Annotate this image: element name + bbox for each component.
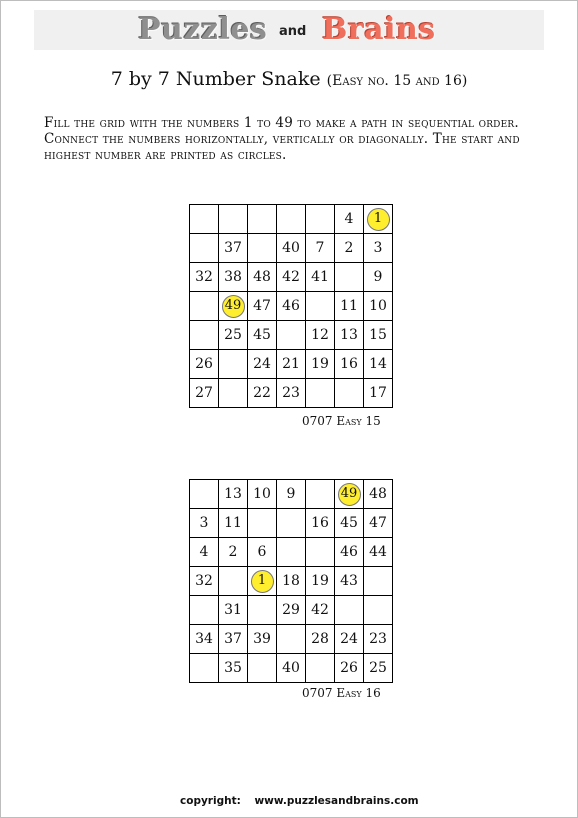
grid-cell[interactable]: [335, 596, 364, 625]
grid-cell[interactable]: [306, 379, 335, 408]
circled-number: 1: [367, 208, 390, 231]
grid-cell[interactable]: 22: [248, 379, 277, 408]
grid-cell[interactable]: [190, 234, 219, 263]
grid-cell[interactable]: [248, 567, 277, 596]
grid-cell[interactable]: 29: [277, 596, 306, 625]
grid-cell[interactable]: 15: [364, 321, 393, 350]
grid-cell[interactable]: 44: [364, 538, 393, 567]
grid-row: [190, 480, 393, 509]
grid-cell[interactable]: 42: [277, 263, 306, 292]
grid-cell[interactable]: 3: [190, 509, 219, 538]
grid-cell[interactable]: [306, 538, 335, 567]
grid-cell[interactable]: 42: [306, 596, 335, 625]
grid-cell[interactable]: [248, 205, 277, 234]
page-title: [0, 67, 578, 93]
grid-cell[interactable]: 25: [219, 321, 248, 350]
puzzle-level: Easy 15: [336, 414, 381, 428]
circled-number: 49: [338, 483, 361, 506]
circled-number: 49: [222, 295, 245, 318]
grid-cell[interactable]: [248, 234, 277, 263]
grid-cell[interactable]: 37: [219, 234, 248, 263]
grid-cell[interactable]: 13: [335, 321, 364, 350]
grid-cell[interactable]: [219, 292, 248, 321]
grid-cell[interactable]: [364, 596, 393, 625]
grid-cell[interactable]: 26: [335, 654, 364, 683]
puzzle-level: Easy 16: [336, 686, 381, 700]
grid-cell[interactable]: 19: [306, 350, 335, 379]
grid-cell[interactable]: 19: [306, 567, 335, 596]
copyright-label: copyright:: [180, 795, 241, 807]
title-main: 7 by 7 Number Snake: [110, 68, 321, 90]
grid-row: [190, 205, 393, 234]
grid-cell[interactable]: 40: [277, 654, 306, 683]
grid-cell[interactable]: 31: [219, 596, 248, 625]
logo-and: and: [279, 24, 307, 39]
grid-row: [190, 509, 393, 538]
puzzle-caption-1: [302, 414, 381, 428]
grid-cell[interactable]: [277, 205, 306, 234]
grid-cell[interactable]: 2: [219, 538, 248, 567]
grid-cell[interactable]: [248, 654, 277, 683]
grid-cell[interactable]: 10: [364, 292, 393, 321]
grid-cell[interactable]: 26: [190, 350, 219, 379]
grid-cell[interactable]: 12: [306, 321, 335, 350]
grid-row: [190, 263, 393, 292]
puzzle-grid-1: [189, 204, 393, 408]
grid-row: [190, 292, 393, 321]
grid-cell[interactable]: 24: [248, 350, 277, 379]
puzzle-caption-2: [302, 686, 381, 700]
grid-cell[interactable]: [306, 480, 335, 509]
grid-cell[interactable]: [190, 321, 219, 350]
grid-cell[interactable]: 47: [364, 509, 393, 538]
grid-row: [190, 567, 393, 596]
grid-cell[interactable]: 11: [335, 292, 364, 321]
grid-row: [190, 234, 393, 263]
grid-cell[interactable]: 4: [190, 538, 219, 567]
grid-cell[interactable]: [364, 567, 393, 596]
grid-cell[interactable]: 21: [277, 350, 306, 379]
grid-cell[interactable]: [190, 292, 219, 321]
footer: [180, 795, 419, 807]
grid-cell[interactable]: 14: [364, 350, 393, 379]
grid-cell[interactable]: 32: [190, 263, 219, 292]
grid-row: [190, 654, 393, 683]
grid-cell[interactable]: [306, 654, 335, 683]
grid-cell[interactable]: 10: [248, 480, 277, 509]
puzzle-code: 0707: [302, 686, 333, 700]
grid-row: [190, 350, 393, 379]
grid-cell[interactable]: [190, 480, 219, 509]
grid-cell[interactable]: 37: [219, 625, 248, 654]
grid-cell[interactable]: 17: [364, 379, 393, 408]
grid-cell[interactable]: 13: [219, 480, 248, 509]
grid-cell[interactable]: [306, 205, 335, 234]
grid-cell[interactable]: 34: [190, 625, 219, 654]
grid-row: [190, 538, 393, 567]
grid-row: [190, 596, 393, 625]
grid-cell[interactable]: 45: [335, 509, 364, 538]
grid-cell[interactable]: 16: [335, 350, 364, 379]
grid-cell[interactable]: [219, 379, 248, 408]
grid-cell[interactable]: 24: [335, 625, 364, 654]
grid-cell[interactable]: 46: [277, 292, 306, 321]
grid-cell[interactable]: [190, 596, 219, 625]
grid-cell[interactable]: [190, 654, 219, 683]
grid-cell[interactable]: [277, 321, 306, 350]
puzzle-code: 0707: [302, 414, 333, 428]
grid-cell[interactable]: [335, 263, 364, 292]
grid-cell[interactable]: [219, 567, 248, 596]
grid-cell[interactable]: [190, 205, 219, 234]
grid-cell[interactable]: 23: [364, 625, 393, 654]
logo-puzzles: Puzzles: [138, 12, 268, 47]
grid-cell[interactable]: [219, 350, 248, 379]
grid-cell[interactable]: 23: [277, 379, 306, 408]
grid-cell[interactable]: 47: [248, 292, 277, 321]
grid-cell[interactable]: 9: [277, 480, 306, 509]
grid-cell[interactable]: 2: [335, 234, 364, 263]
grid-cell[interactable]: [364, 205, 393, 234]
grid-cell[interactable]: 48: [248, 263, 277, 292]
grid-cell[interactable]: [277, 625, 306, 654]
grid-cell[interactable]: 39: [248, 625, 277, 654]
grid-cell[interactable]: 27: [190, 379, 219, 408]
grid-row: [190, 379, 393, 408]
grid-cell[interactable]: 43: [335, 567, 364, 596]
grid-cell[interactable]: 46: [335, 538, 364, 567]
grid-cell[interactable]: [277, 538, 306, 567]
grid-cell[interactable]: 4: [335, 205, 364, 234]
grid-cell[interactable]: 32: [190, 567, 219, 596]
grid-cell[interactable]: 3: [364, 234, 393, 263]
grid-cell[interactable]: [306, 292, 335, 321]
grid-cell[interactable]: 25: [364, 654, 393, 683]
grid-cell[interactable]: [219, 205, 248, 234]
grid-cell[interactable]: 35: [219, 654, 248, 683]
grid-cell[interactable]: [335, 379, 364, 408]
grid-cell[interactable]: [335, 480, 364, 509]
grid-cell[interactable]: 48: [364, 480, 393, 509]
instructions-text: Fill the grid with the numbers 1 to 49 to make a path in sequential order. Connect the numbers horizontally, vertically or diagonally. The start and highest number are printed as circles.: [44, 115, 520, 163]
grid-cell[interactable]: [248, 596, 277, 625]
title-subtitle: (Easy no. 15 and 16): [326, 73, 468, 89]
website-link[interactable]: www.puzzlesandbrains.com: [254, 795, 419, 807]
grid-cell[interactable]: 28: [306, 625, 335, 654]
grid-cell[interactable]: [248, 509, 277, 538]
circled-number: 1: [251, 570, 274, 593]
logo-brains: Brains: [322, 12, 436, 47]
grid-cell[interactable]: 45: [248, 321, 277, 350]
grid-cell[interactable]: 16: [306, 509, 335, 538]
grid-cell[interactable]: [277, 509, 306, 538]
grid-cell[interactable]: 38: [219, 263, 248, 292]
grid-cell[interactable]: 9: [364, 263, 393, 292]
grid-row: [190, 321, 393, 350]
grid-cell[interactable]: 11: [219, 509, 248, 538]
grid-row: [190, 625, 393, 654]
grid-cell[interactable]: 6: [248, 538, 277, 567]
grid-cell[interactable]: 40: [277, 234, 306, 263]
grid-cell[interactable]: 7: [306, 234, 335, 263]
grid-cell[interactable]: 18: [277, 567, 306, 596]
grid-cell[interactable]: 41: [306, 263, 335, 292]
puzzle-grid-2: [189, 479, 393, 683]
